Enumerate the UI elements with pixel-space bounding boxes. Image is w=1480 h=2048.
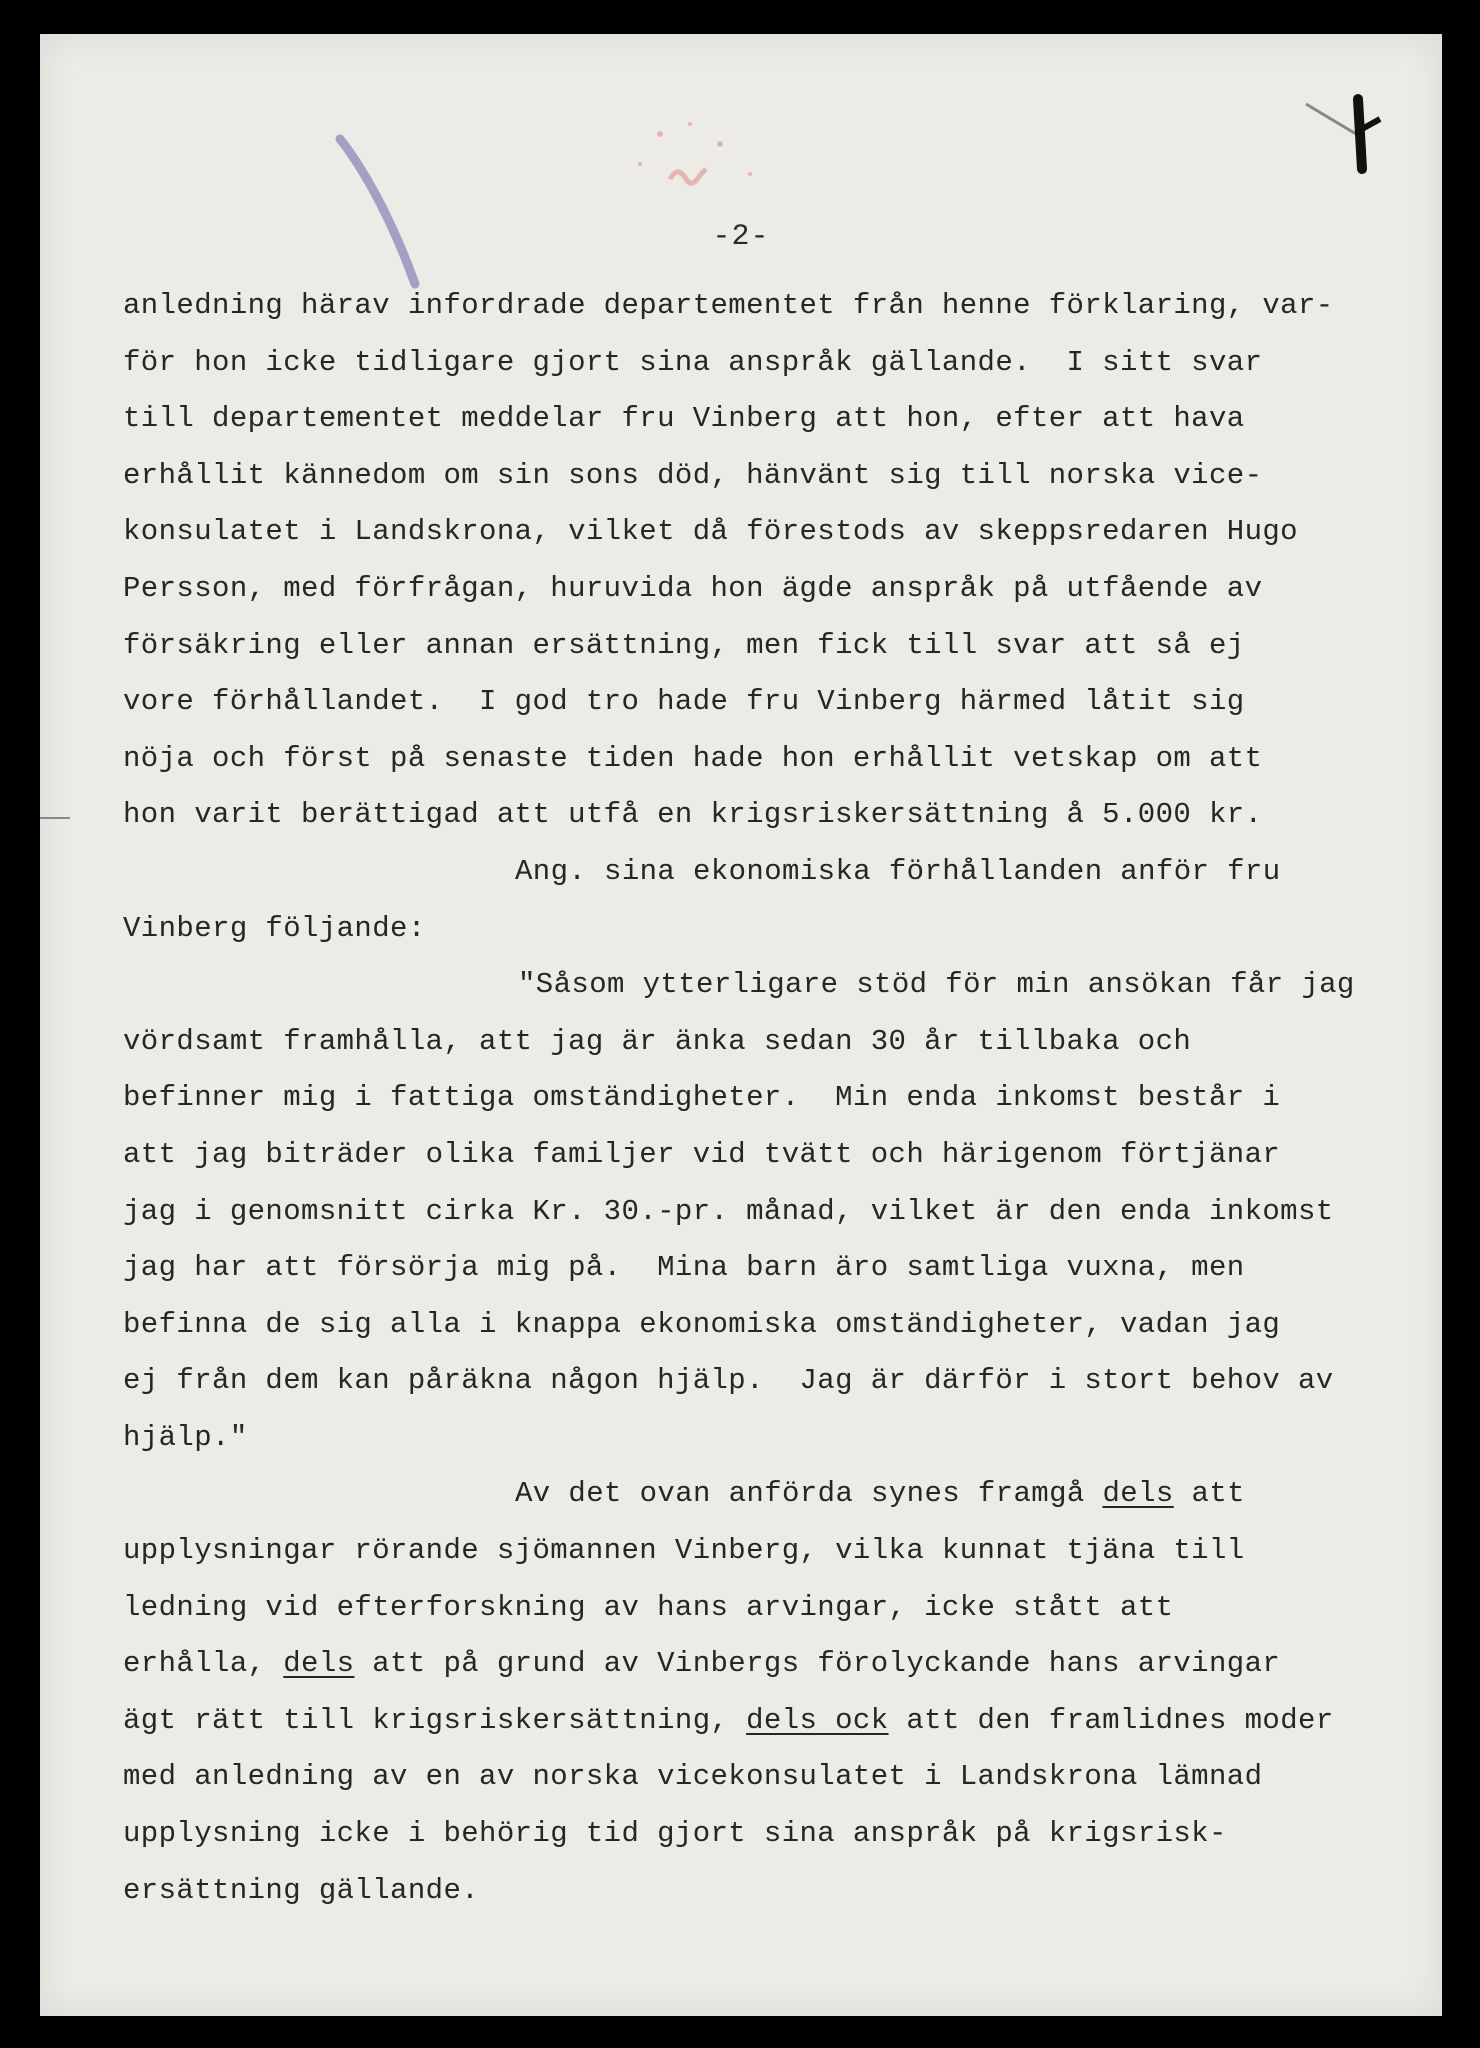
body-text xyxy=(123,278,1383,1919)
quote-line: jag har att försörja mig på. Mina barn äro samtliga vuxna, men xyxy=(123,1251,1245,1285)
text-line: ersättning gällande. xyxy=(123,1873,480,1907)
text-segment: att xyxy=(1173,1477,1245,1511)
quote-line: befinner mig i fattiga omständigheter. Min enda inkomst består i xyxy=(123,1081,1281,1115)
text-line: försäkring eller annan ersättning, men fick till svar att så ej xyxy=(123,628,1245,662)
text-line: ledning vid efterforskning av hans arvingar, icke stått att xyxy=(123,1590,1174,1624)
text-segment: att den framlidnes moder xyxy=(888,1703,1334,1737)
text-line: Ang. sina ekonomiska förhållanden anför fru xyxy=(515,854,1281,888)
page-number: -2- xyxy=(712,220,770,254)
margin-tick xyxy=(40,817,70,819)
text-line xyxy=(123,1636,1383,1693)
quote-line: att jag biträder olika familjer vid tvätt och härigenom förtjänar xyxy=(123,1137,1281,1171)
text-segment: ägt rätt till krigsriskersättning, xyxy=(123,1703,747,1737)
underlined-word: dels xyxy=(1102,1477,1174,1511)
text-segment: erhålla, xyxy=(123,1647,284,1681)
text-line: för hon icke tidligare gjort sina anspråk gällande. I sitt svar xyxy=(123,345,1263,379)
text-line: nöja och först på senaste tiden hade hon erhållit vetskap om att xyxy=(123,741,1263,775)
text-line: vore förhållandet. I god tro hade fru Vinberg härmed låtit sig xyxy=(123,685,1245,719)
text-line: till departementet meddelar fru Vinberg att hon, efter att hava xyxy=(123,402,1245,436)
text-line: erhållit kännedom om sin sons död, hänvänt sig till norska vice- xyxy=(123,458,1263,492)
text-line: hon varit berättigad att utfå en krigsriskersättning å 5.000 kr. xyxy=(123,798,1263,832)
faded-stamp-mark xyxy=(600,94,780,214)
underlined-word: dels xyxy=(283,1647,355,1681)
text-line xyxy=(123,1693,1383,1750)
text-line xyxy=(123,1466,1383,1523)
quote-line: jag i genomsnitt cirka Kr. 30.-pr. månad, vilket är den enda inkomst xyxy=(123,1194,1334,1228)
quote-line: befinna de sig alla i knappa ekonomiska omständigheter, vadan jag xyxy=(123,1307,1281,1341)
text-line: konsulatet i Landskrona, vilket då förestods av skeppsredaren Hugo xyxy=(123,515,1298,549)
document-page xyxy=(40,34,1442,2016)
text-line: upplysningar rörande sjömannen Vinberg, vilka kunnat tjäna till xyxy=(123,1534,1245,1568)
quote-line: vördsamt framhålla, att jag är änka sedan 30 år tillbaka och xyxy=(123,1024,1192,1058)
quote-line: hjälp." xyxy=(123,1420,248,1454)
text-line: Persson, med förfrågan, huruvida hon ägde anspråk på utfående av xyxy=(123,571,1263,605)
corner-ink-mark xyxy=(1296,74,1406,184)
text-line: anledning härav infordrade departementet från henne förklaring, var- xyxy=(123,289,1334,322)
pen-stroke-mark xyxy=(330,134,450,294)
text-segment: Av det ovan anförda synes framgå xyxy=(515,1477,1103,1511)
text-segment: att på grund av Vinbergs förolyckande hans arvingar xyxy=(354,1647,1281,1681)
text-line: med anledning av en av norska vicekonsulatet i Landskrona lämnad xyxy=(123,1760,1263,1794)
text-line: Vinberg följande: xyxy=(123,911,426,945)
quote-line: "Såsom ytterligare stöd för min ansökan får jag xyxy=(518,968,1355,1002)
quote-line: ej från dem kan påräkna någon hjälp. Jag är därför i stort behov av xyxy=(123,1364,1334,1398)
text-line: upplysning icke i behörig tid gjort sina anspråk på krigsrisk- xyxy=(123,1817,1227,1851)
underlined-word: dels ock xyxy=(746,1703,889,1737)
